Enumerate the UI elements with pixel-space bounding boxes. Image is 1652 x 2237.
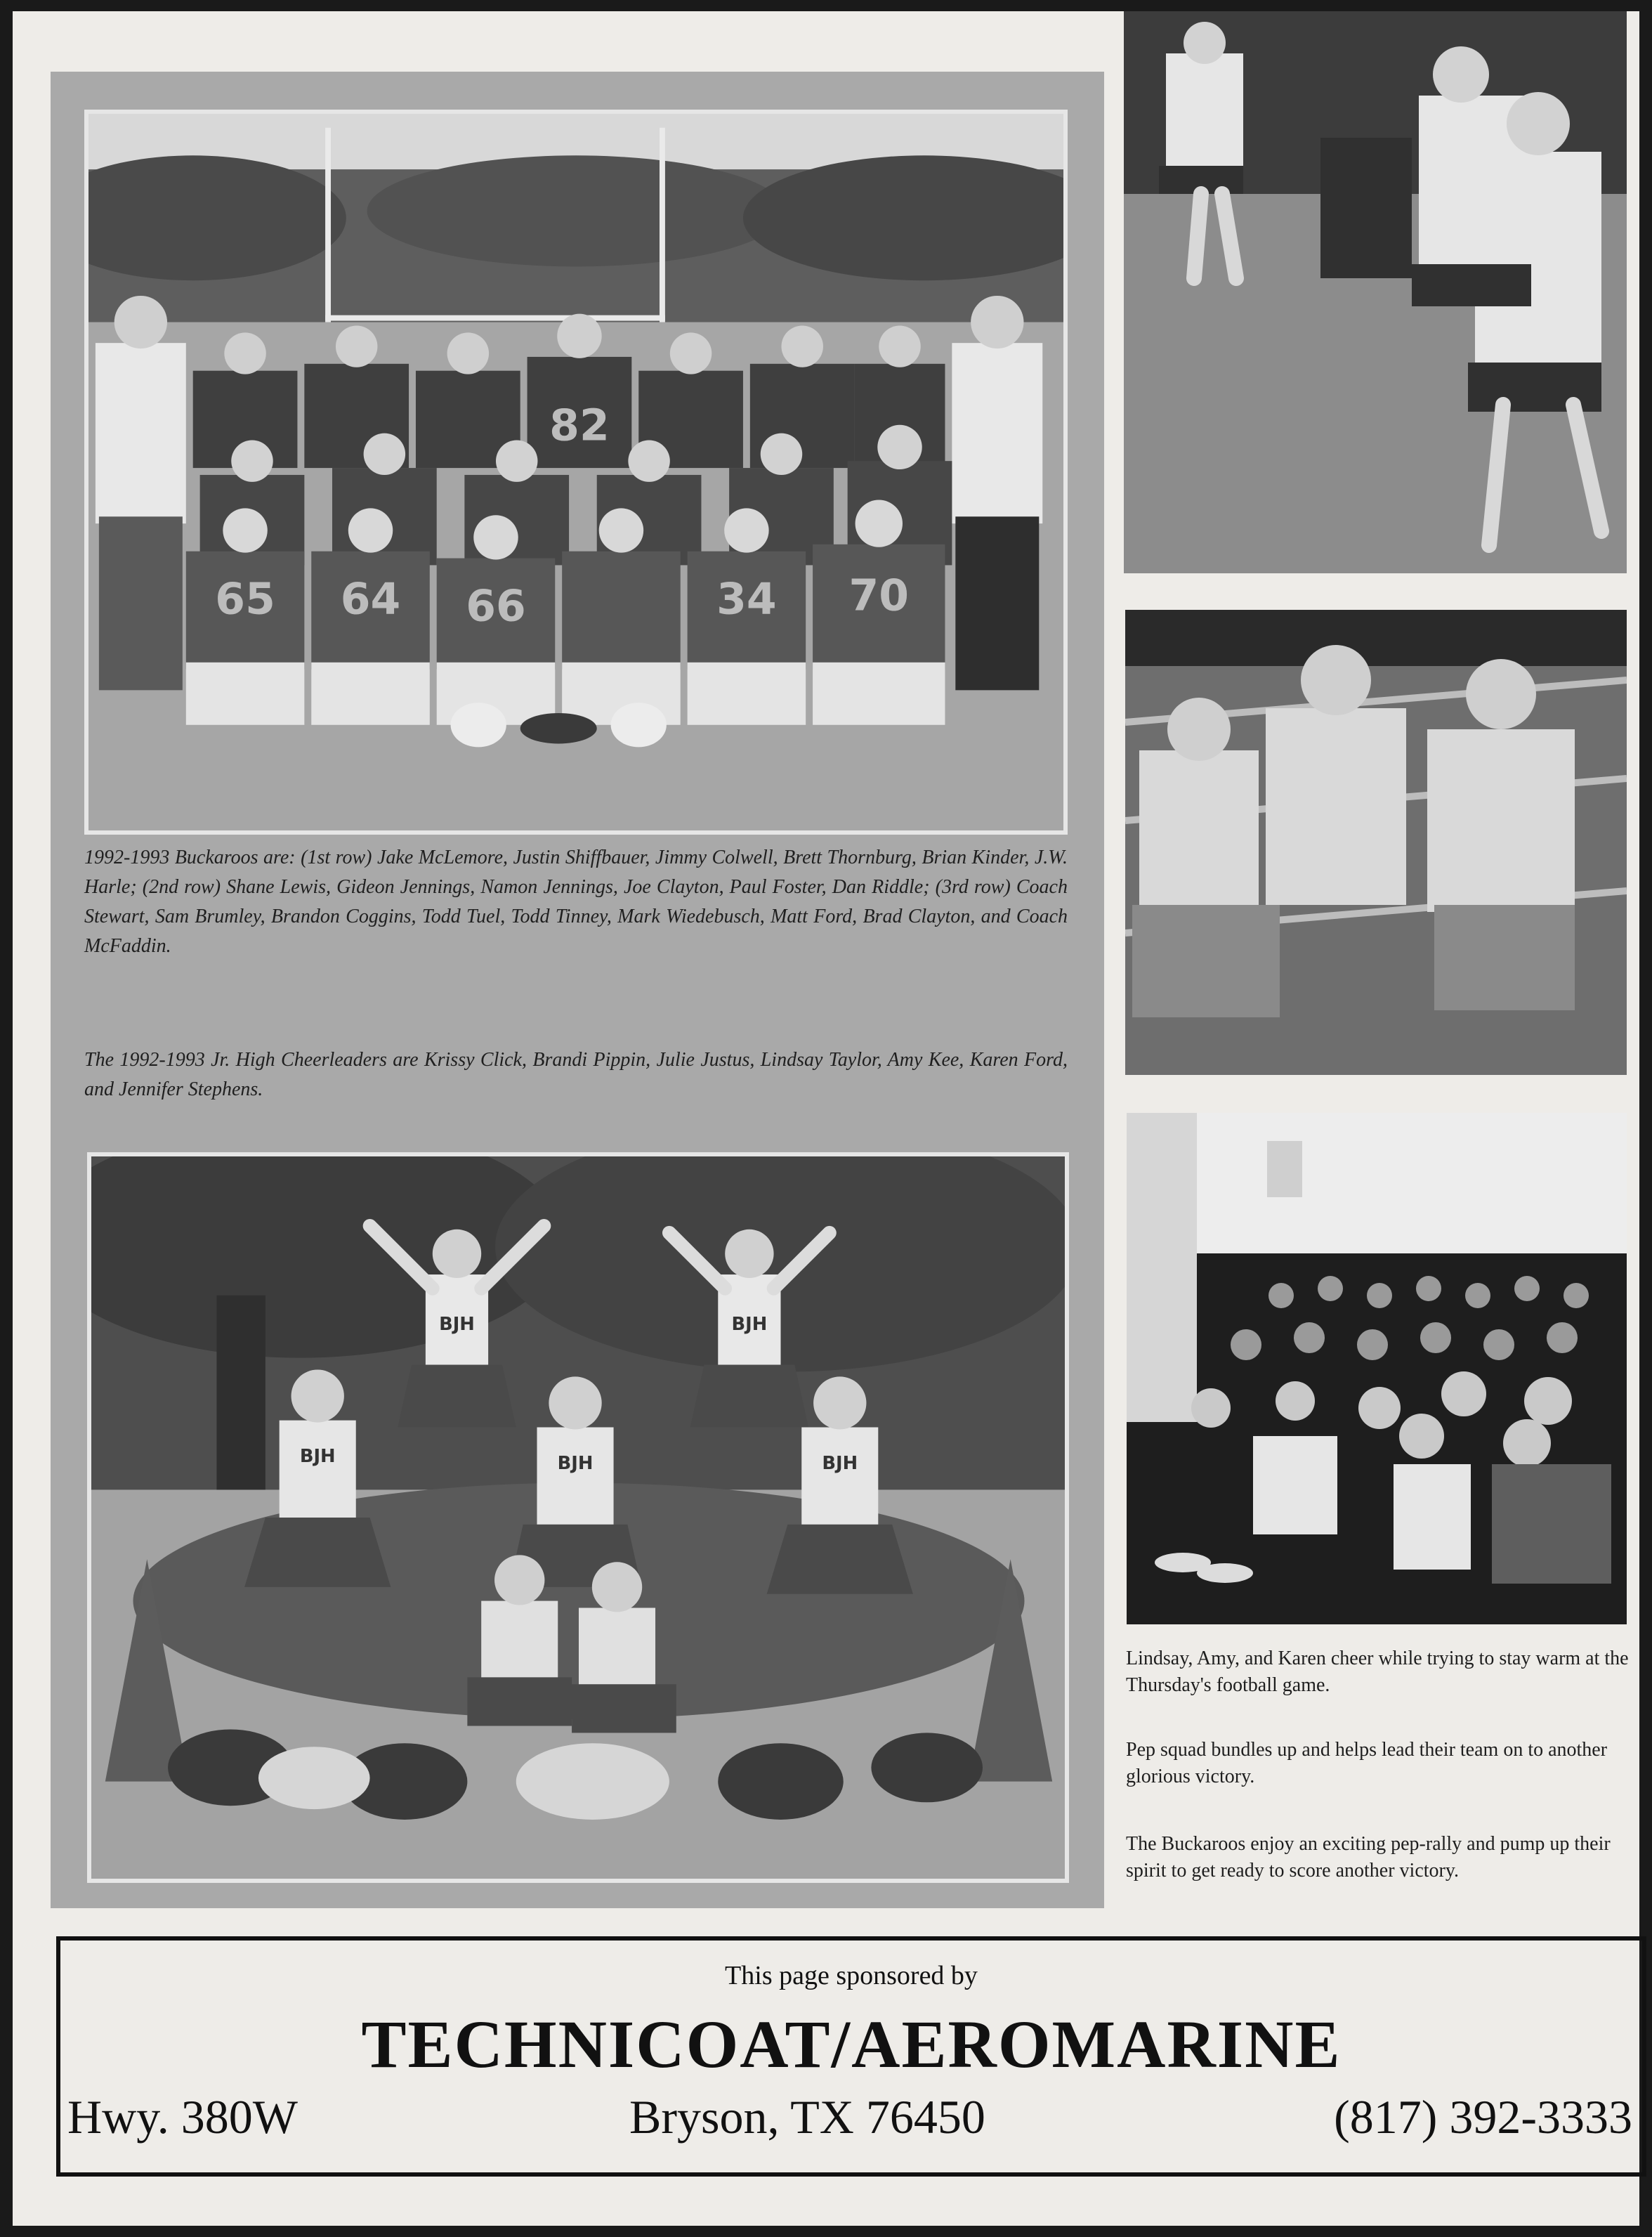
jersey-number: 70: [848, 570, 910, 621]
uniform-letters: BJH: [439, 1314, 475, 1336]
sponsor-address: Hwy. 380W: [67, 2090, 298, 2144]
cheering-sideline-photo: [1124, 11, 1627, 573]
jersey-number: 66: [466, 581, 526, 632]
pep-squad-bleachers-photo: [1125, 610, 1627, 1075]
uniform-letters: BJH: [822, 1452, 858, 1474]
jersey-number-back: 82: [549, 400, 610, 451]
sponsor-name: TECHNICOAT/AEROMARINE: [361, 2007, 1342, 2082]
pep-rally-gym-photo: [1127, 1113, 1627, 1624]
jersey-number: 65: [215, 574, 275, 625]
jersey-number: 34: [716, 574, 777, 625]
football-team-photo: [84, 110, 1068, 835]
side-caption-cheer: Lindsay, Amy, and Karen cheer while trying to stay warm at the Thursday's football game.: [1126, 1648, 1629, 1696]
sponsor-phone: (817) 392-3333: [1334, 2090, 1632, 2144]
jersey-number: 64: [340, 574, 401, 625]
sponsor-city: Bryson, TX 76450: [629, 2090, 985, 2144]
sponsor-box: [56, 1936, 1646, 2177]
football-caption: 1992-1993 Buckaroos are: (1st row) Jake McLemore, Justin Shiffbauer, Jimmy Colwell, Brett Thornburg, Brian Kinder, J.W. Harle; (2nd row) Shane Lewis, Gideon Jennings, Namon Jennings, Joe Clayton, Paul Foster, Dan Riddle; (3rd row) Coach Stewart, Sam Brumley, Brandon Coggins, Todd Tuel, Todd Tinney, Mark Wiedebusch, Matt Ford, Brad Clayton, and Coach McFaddin.: [84, 847, 1068, 957]
side-caption-pep-squad: Pep squad bundles up and helps lead their team on to another glorious victory.: [1126, 1739, 1608, 1787]
cheerleaders-caption: The 1992-1993 Jr. High Cheerleaders are Krissy Click, Brandi Pippin, Julie Justus, Lindsay Taylor, Amy Kee, Karen Ford, and Jennifer Stephens.: [84, 1049, 1068, 1100]
sponsor-intro: This page sponsored by: [725, 1961, 978, 1990]
uniform-letters: BJH: [299, 1445, 336, 1467]
side-caption-pep-rally: The Buckaroos enjoy an exciting pep-rally and pump up their spirit to get ready to score another victory.: [1126, 1833, 1611, 1881]
yearbook-page: [13, 11, 1639, 2226]
uniform-letters: BJH: [731, 1314, 768, 1336]
cheerleaders-photo: [87, 1152, 1069, 1883]
uniform-letters: BJH: [557, 1452, 594, 1474]
